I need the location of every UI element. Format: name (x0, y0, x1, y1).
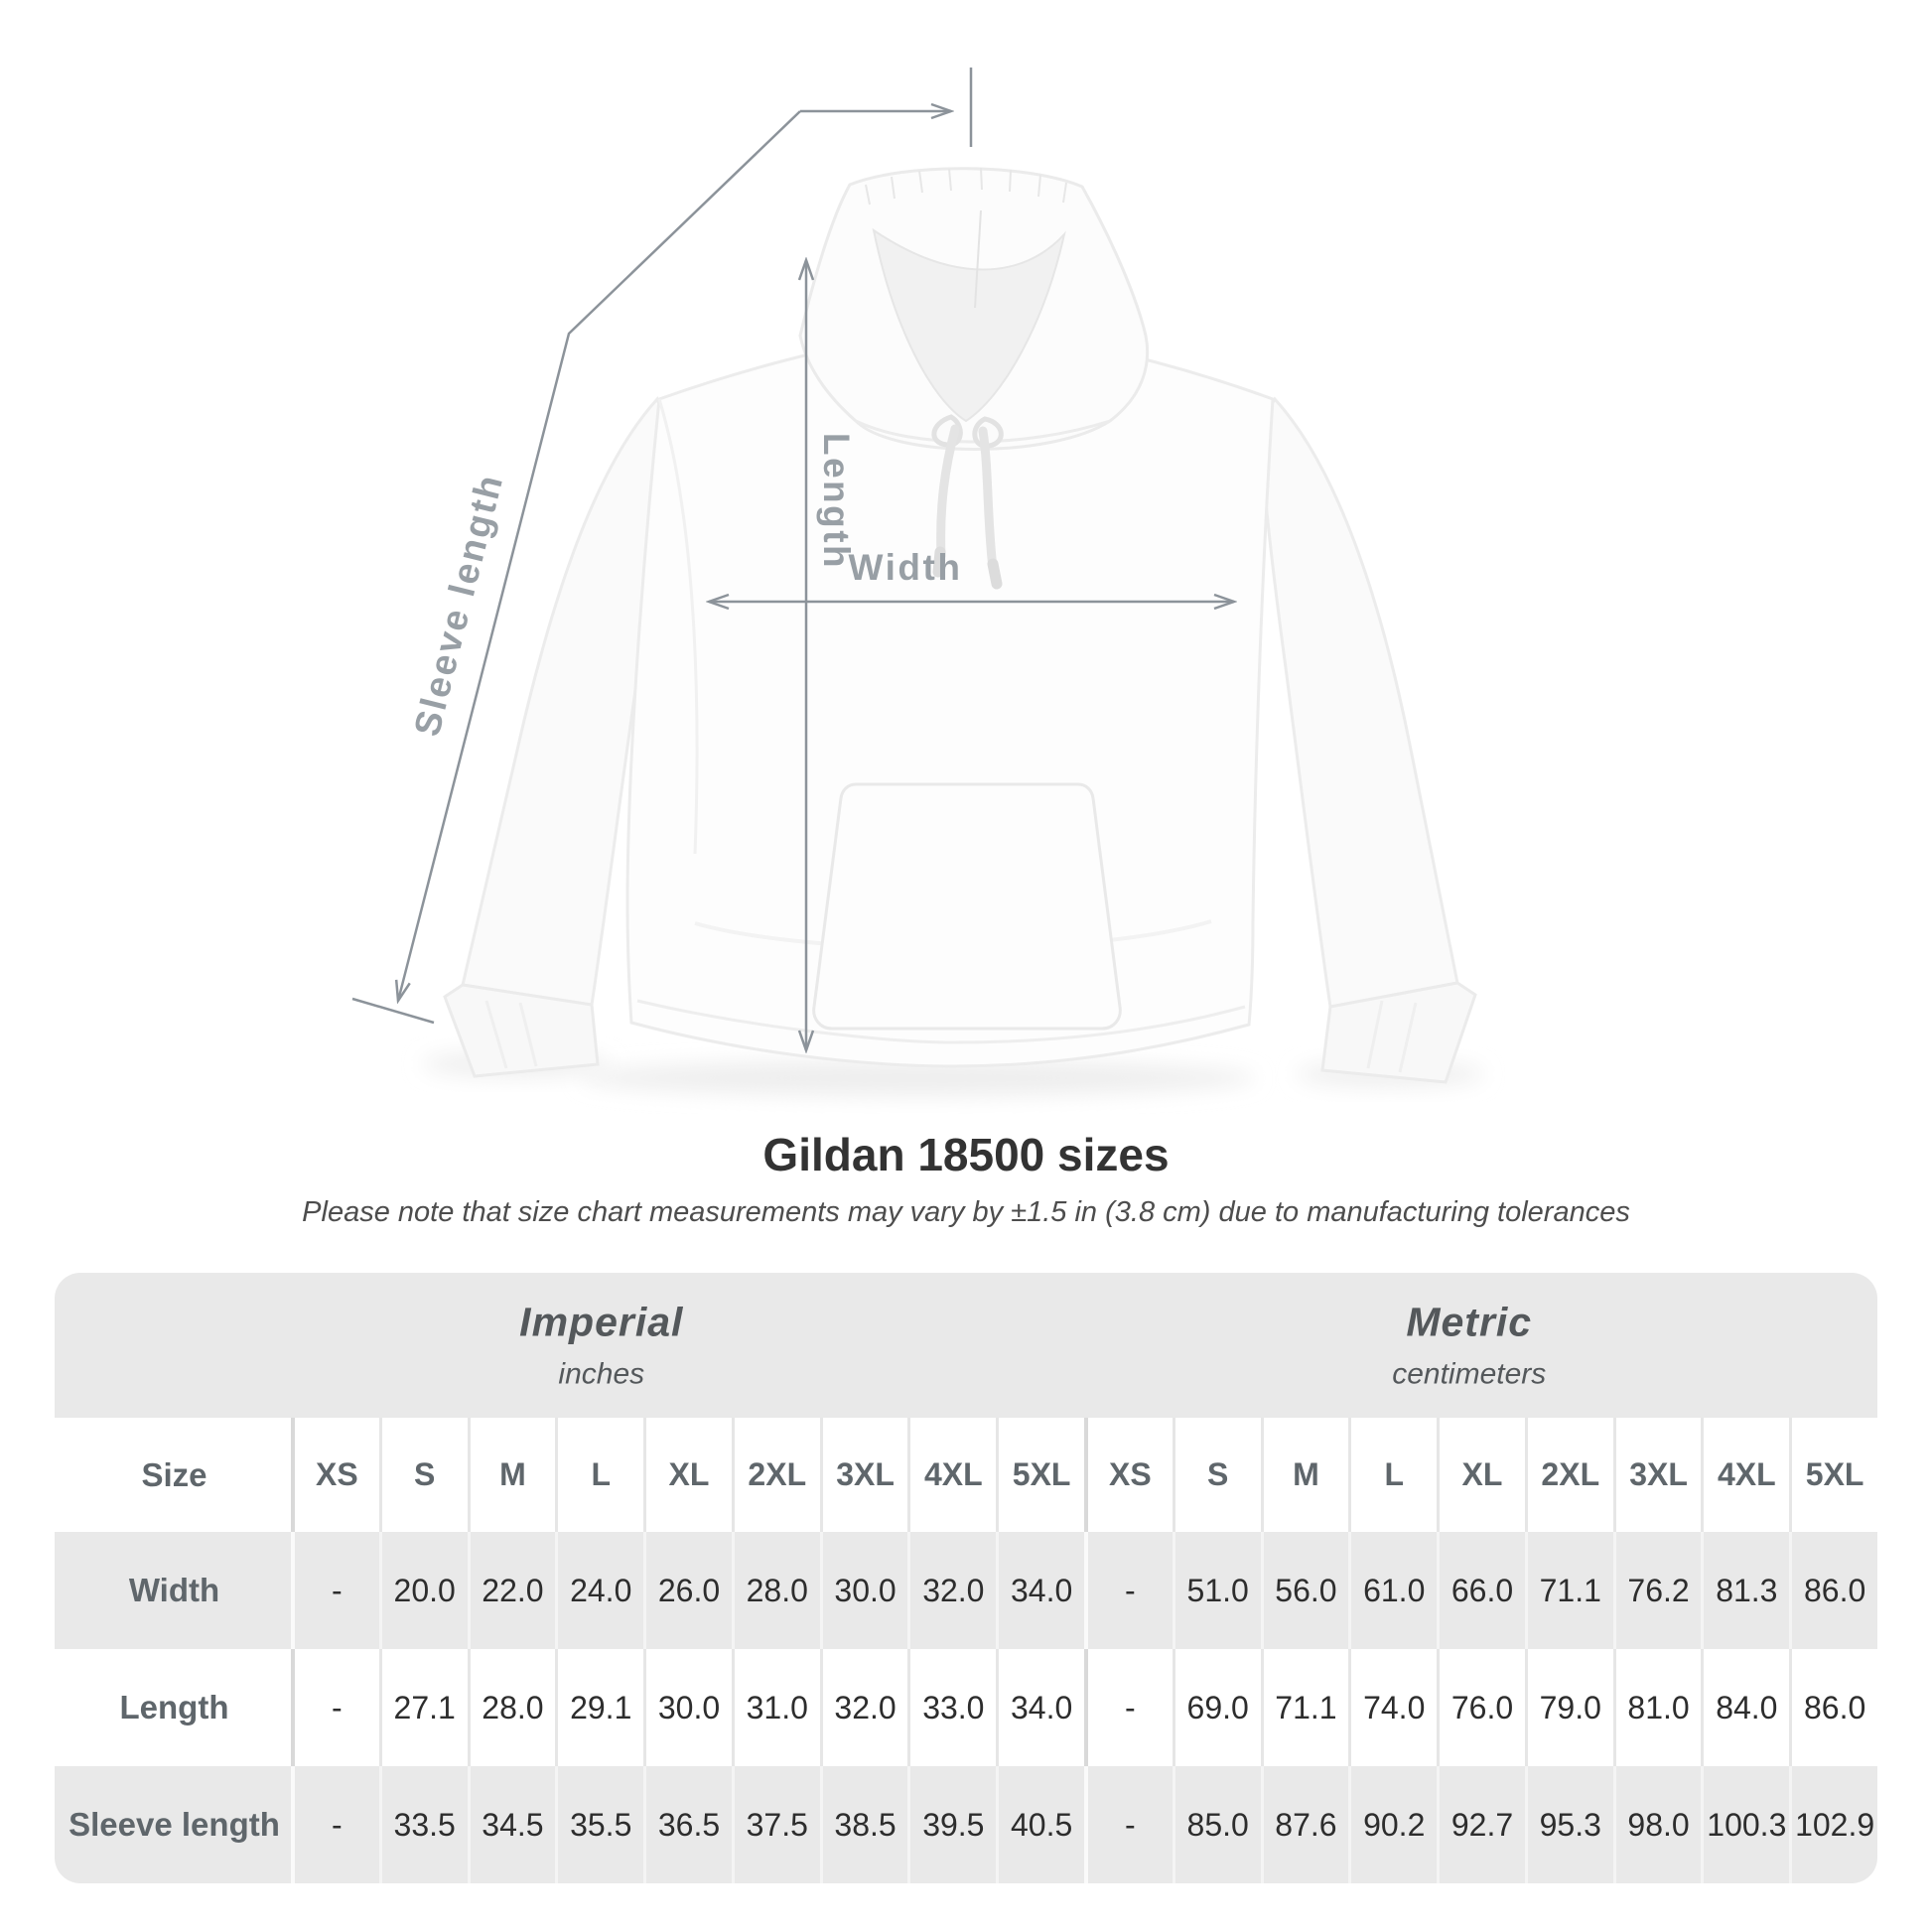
size-header-row (55, 1418, 1877, 1532)
size-header-metric-s: S (1173, 1418, 1261, 1532)
value-sleeve-length-imperial-xs: - (291, 1766, 379, 1883)
table-row-sleeve-length (55, 1766, 1877, 1883)
value-sleeve-length-imperial-3xl: 38.5 (820, 1766, 908, 1883)
value-sleeve-length-metric-l: 90.2 (1348, 1766, 1437, 1883)
size-header-imperial-2xl: 2XL (732, 1418, 820, 1532)
value-sleeve-length-imperial-xl: 36.5 (643, 1766, 732, 1883)
value-length-imperial-s: 27.1 (379, 1649, 468, 1766)
value-sleeve-length-metric-5xl: 102.9 (1789, 1766, 1877, 1883)
value-sleeve-length-metric-4xl: 100.3 (1701, 1766, 1789, 1883)
value-width-imperial-s: 20.0 (379, 1532, 468, 1649)
value-sleeve-length-imperial-s: 33.5 (379, 1766, 468, 1883)
value-length-metric-4xl: 84.0 (1701, 1649, 1789, 1766)
table-row-width (55, 1532, 1877, 1649)
value-width-metric-l: 61.0 (1348, 1532, 1437, 1649)
value-width-imperial-2xl: 28.0 (732, 1532, 820, 1649)
value-width-imperial-m: 22.0 (468, 1532, 556, 1649)
row-label: Width (128, 1572, 220, 1608)
value-width-imperial-3xl: 30.0 (820, 1532, 908, 1649)
unit-group-band (55, 1273, 1877, 1418)
value-length-imperial-m: 28.0 (468, 1649, 556, 1766)
value-sleeve-length-imperial-2xl: 37.5 (732, 1766, 820, 1883)
value-width-imperial-4xl: 32.0 (907, 1532, 996, 1649)
size-header-metric-xs: XS (1084, 1418, 1173, 1532)
value-sleeve-length-metric-xs: - (1084, 1766, 1173, 1883)
right-sleeve (1259, 399, 1457, 1007)
page-title: Gildan 18500 sizes (762, 1129, 1170, 1180)
value-width-metric-xs: - (1084, 1532, 1173, 1649)
value-width-imperial-l: 24.0 (555, 1532, 643, 1649)
size-header-metric-xl: XL (1437, 1418, 1525, 1532)
value-width-metric-2xl: 71.1 (1525, 1532, 1613, 1649)
size-column-header: Size (141, 1455, 207, 1493)
length-label: Length (816, 432, 857, 571)
size-header-metric-4xl: 4XL (1701, 1418, 1789, 1532)
row-label: Length (119, 1689, 229, 1725)
value-length-imperial-3xl: 32.0 (820, 1649, 908, 1766)
value-width-metric-4xl: 81.3 (1701, 1532, 1789, 1649)
value-length-metric-l: 74.0 (1348, 1649, 1437, 1766)
size-header-imperial-4xl: 4XL (907, 1418, 996, 1532)
table-row-length (55, 1649, 1877, 1766)
size-header-imperial-m: M (468, 1418, 556, 1532)
size-header-metric-3xl: 3XL (1613, 1418, 1702, 1532)
value-length-imperial-xs: - (291, 1649, 379, 1766)
metric-unit: centimeters (1392, 1357, 1547, 1391)
size-header-imperial-xs: XS (291, 1418, 379, 1532)
value-width-imperial-5xl: 34.0 (996, 1532, 1084, 1649)
value-length-metric-xs: - (1084, 1649, 1173, 1766)
value-length-imperial-l: 29.1 (555, 1649, 643, 1766)
imperial-unit: inches (558, 1357, 645, 1391)
size-header-imperial-5xl: 5XL (996, 1418, 1084, 1532)
value-sleeve-length-metric-3xl: 98.0 (1613, 1766, 1702, 1883)
metric-group-header (1392, 1300, 1546, 1392)
size-table (55, 1273, 1877, 1883)
row-label: Sleeve length (69, 1806, 280, 1843)
value-sleeve-length-metric-xl: 92.7 (1437, 1766, 1525, 1883)
value-width-imperial-xl: 26.0 (643, 1532, 732, 1649)
metric-label: Metric (1406, 1299, 1533, 1345)
value-length-imperial-2xl: 31.0 (732, 1649, 820, 1766)
value-length-imperial-4xl: 33.0 (907, 1649, 996, 1766)
value-sleeve-length-imperial-m: 34.5 (468, 1766, 556, 1883)
value-width-metric-xl: 66.0 (1437, 1532, 1525, 1649)
value-width-imperial-xs: - (291, 1532, 379, 1649)
width-label: Width (848, 547, 963, 588)
table-rows (55, 1532, 1877, 1883)
value-length-imperial-xl: 30.0 (643, 1649, 732, 1766)
value-length-metric-3xl: 81.0 (1613, 1649, 1702, 1766)
kangaroo-pocket (814, 784, 1121, 1029)
size-header-metric-5xl: 5XL (1789, 1418, 1877, 1532)
sleeve-length-label: Sleeve length (406, 469, 511, 741)
imperial-label: Imperial (519, 1299, 684, 1345)
value-length-metric-xl: 76.0 (1437, 1649, 1525, 1766)
tolerance-note: Please note that size chart measurements may vary by ±1.5 in (3.8 cm) due to manufacturing tolerances (302, 1196, 1630, 1228)
size-header-imperial-3xl: 3XL (820, 1418, 908, 1532)
value-width-metric-3xl: 76.2 (1613, 1532, 1702, 1649)
value-length-metric-m: 71.1 (1261, 1649, 1349, 1766)
value-width-metric-s: 51.0 (1173, 1532, 1261, 1649)
value-width-metric-m: 56.0 (1261, 1532, 1349, 1649)
size-header-metric-2xl: 2XL (1525, 1418, 1613, 1532)
value-length-metric-s: 69.0 (1173, 1649, 1261, 1766)
value-sleeve-length-imperial-5xl: 40.5 (996, 1766, 1084, 1883)
sleeve-end-tick (352, 999, 434, 1023)
hoodie-illustration (422, 168, 1484, 1096)
size-header-metric-l: L (1348, 1418, 1437, 1532)
value-length-metric-2xl: 79.0 (1525, 1649, 1613, 1766)
value-sleeve-length-metric-2xl: 95.3 (1525, 1766, 1613, 1883)
size-header-imperial-l: L (555, 1418, 643, 1532)
value-sleeve-length-imperial-4xl: 39.5 (907, 1766, 996, 1883)
size-header-imperial-s: S (379, 1418, 468, 1532)
size-header-imperial-xl: XL (643, 1418, 732, 1532)
value-width-metric-5xl: 86.0 (1789, 1532, 1877, 1649)
value-sleeve-length-imperial-l: 35.5 (555, 1766, 643, 1883)
value-length-imperial-5xl: 34.0 (996, 1649, 1084, 1766)
value-sleeve-length-metric-s: 85.0 (1173, 1766, 1261, 1883)
imperial-group-header (519, 1300, 683, 1392)
value-sleeve-length-metric-m: 87.6 (1261, 1766, 1349, 1883)
value-length-metric-5xl: 86.0 (1789, 1649, 1877, 1766)
size-header-metric-m: M (1261, 1418, 1349, 1532)
